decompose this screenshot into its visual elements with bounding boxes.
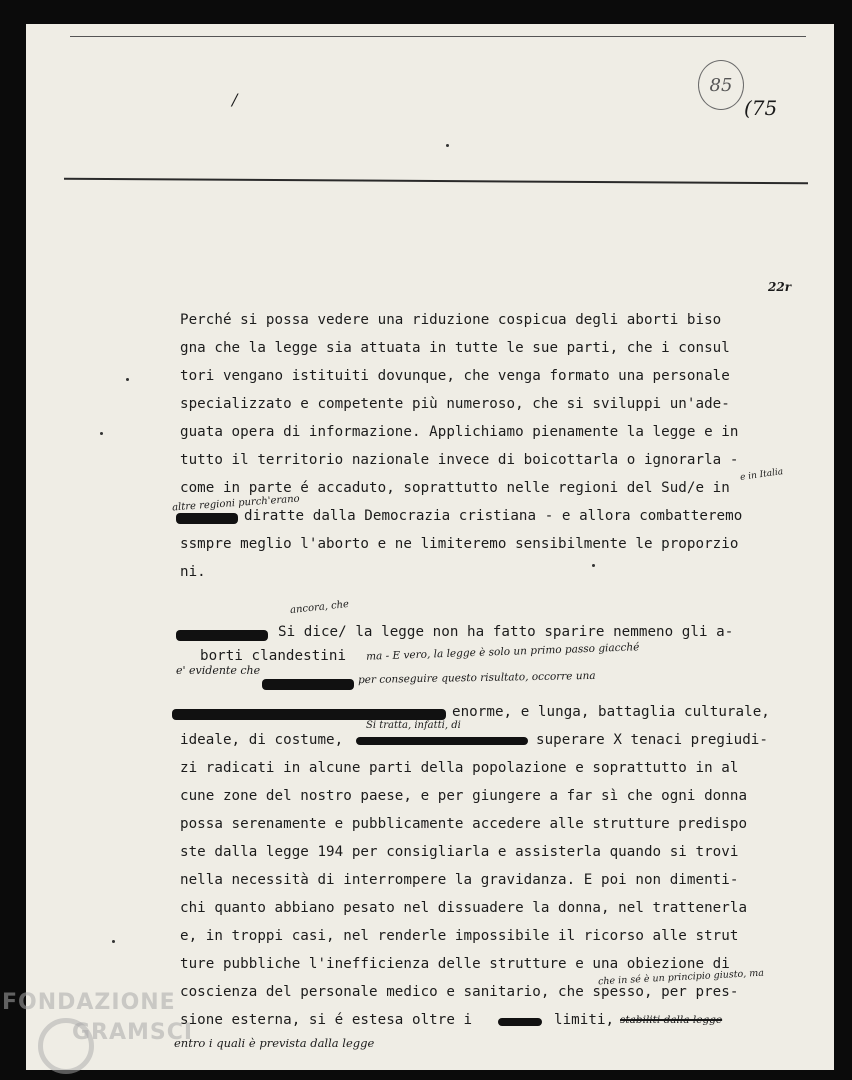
- annotation-e-evidente: e' evidente che: [176, 664, 261, 677]
- speck: [112, 940, 115, 943]
- annotation-principio-giusto: che in sé è un principio giusto, ma: [597, 967, 765, 988]
- annotation-above-sud: e in Italia: [739, 467, 784, 483]
- text-line: ture pubbliche l'inefficienza delle strutture e una obiezione di: [180, 956, 730, 972]
- text-line: come in parte é accaduto, soprattutto nelle regioni del Sud/e in: [180, 480, 730, 496]
- speck: [126, 378, 129, 381]
- text-line: limiti,: [554, 1012, 615, 1028]
- text-line: tutto il territorio nazionale invece di boicottarla o ignorarla -: [180, 452, 739, 468]
- speck: [592, 564, 595, 567]
- top-edge-rule: [70, 36, 806, 37]
- watermark-line-1: FONDAZIONE: [2, 990, 176, 1015]
- text-line: superare X tenaci pregiudi-: [536, 732, 768, 748]
- text-line: ssmpre meglio l'aborto e ne limiteremo sensibilmente le proporzio: [180, 536, 739, 552]
- text-line: enorme, e lunga, battaglia culturale,: [452, 704, 770, 720]
- annotation-after-clandestini: ma - E vero, la legge è solo un primo passo giacché: [365, 641, 640, 663]
- text-line: chi quanto abbiano pesato nel dissuadere la donna, nel trattenerla: [180, 900, 748, 916]
- redaction-bar: [498, 1018, 542, 1026]
- text-line: coscienza del personale medico e sanitario, che spesso, per pres-: [180, 984, 739, 1000]
- text-line: Perché si possa vedere una riduzione cospicua degli aborti biso: [180, 312, 722, 328]
- watermark: [2, 988, 193, 1048]
- redaction-bar: [356, 737, 528, 745]
- text-line: e, in troppi casi, nel renderle impossibile il ricorso alle strut: [180, 928, 739, 944]
- text-line: ni.: [180, 564, 206, 580]
- archive-number-stamp: [698, 60, 744, 110]
- text-line: zi radicati in alcune parti della popolazione e soprattutto in al: [180, 760, 739, 776]
- text-line: Si dice/ la legge non ha fatto sparire nemmeno gli a-: [278, 624, 734, 640]
- text-line: specializzato e competente più numeroso, che si sviluppi un'ade-: [180, 396, 730, 412]
- corner-note: 22r: [768, 280, 792, 294]
- speck: [100, 432, 103, 435]
- annotation-ancora-che: ancora, che: [289, 598, 350, 617]
- page-mark: (75: [744, 96, 778, 120]
- text-line: guata opera di informazione. Applichiamo pienamente la legge e in: [180, 424, 739, 440]
- annotation-per-conseguire: per conseguire questo risultato, occorre una: [357, 669, 596, 687]
- redaction-bar: [176, 630, 268, 641]
- annotation-altre-regioni: altre regioni purch'erano: [171, 493, 300, 514]
- document-page: [26, 24, 834, 1070]
- text-line: tori vengano istituiti dovunque, che venga formato una personale: [180, 368, 730, 384]
- text-line: ideale, di costume,: [180, 732, 344, 748]
- text-line: borti clandestini: [200, 648, 347, 664]
- text-line: gna che la legge sia attuata in tutte le sue parti, che i consul: [180, 340, 730, 356]
- text-line: diratte dalla Democrazia cristiana - e allora combatteremo: [244, 508, 743, 524]
- annotation-struck-tail: stabiliti dalla legge: [620, 1014, 723, 1026]
- text-line: possa serenamente e pubblicamente accedere alle strutture predispo: [180, 816, 748, 832]
- text-line: sione esterna, si é estesa oltre i: [180, 1012, 473, 1028]
- annotation-bottom-note: entro i quali è prevista dalla legge: [174, 1036, 375, 1050]
- text-line: cune zone del nostro paese, e per giungere a far sì che ogni donna: [180, 788, 748, 804]
- redaction-bar: [172, 709, 446, 720]
- text-line: nella necessità di interrompere la gravidanza. E poi non dimenti-: [180, 872, 739, 888]
- redaction-bar: [176, 513, 238, 524]
- stray-mark: /: [232, 90, 238, 109]
- annotation-si-tratta: Si tratta, infatti, di: [366, 720, 461, 731]
- watermark-line-2: GRAMSCI: [72, 1020, 194, 1045]
- speck: [446, 144, 449, 147]
- redaction-bar: [262, 679, 354, 690]
- header-divider-rule: [64, 178, 808, 185]
- archive-number: 85: [709, 74, 733, 96]
- text-line: ste dalla legge 194 per consigliarla e assisterla quando si trovi: [180, 844, 739, 860]
